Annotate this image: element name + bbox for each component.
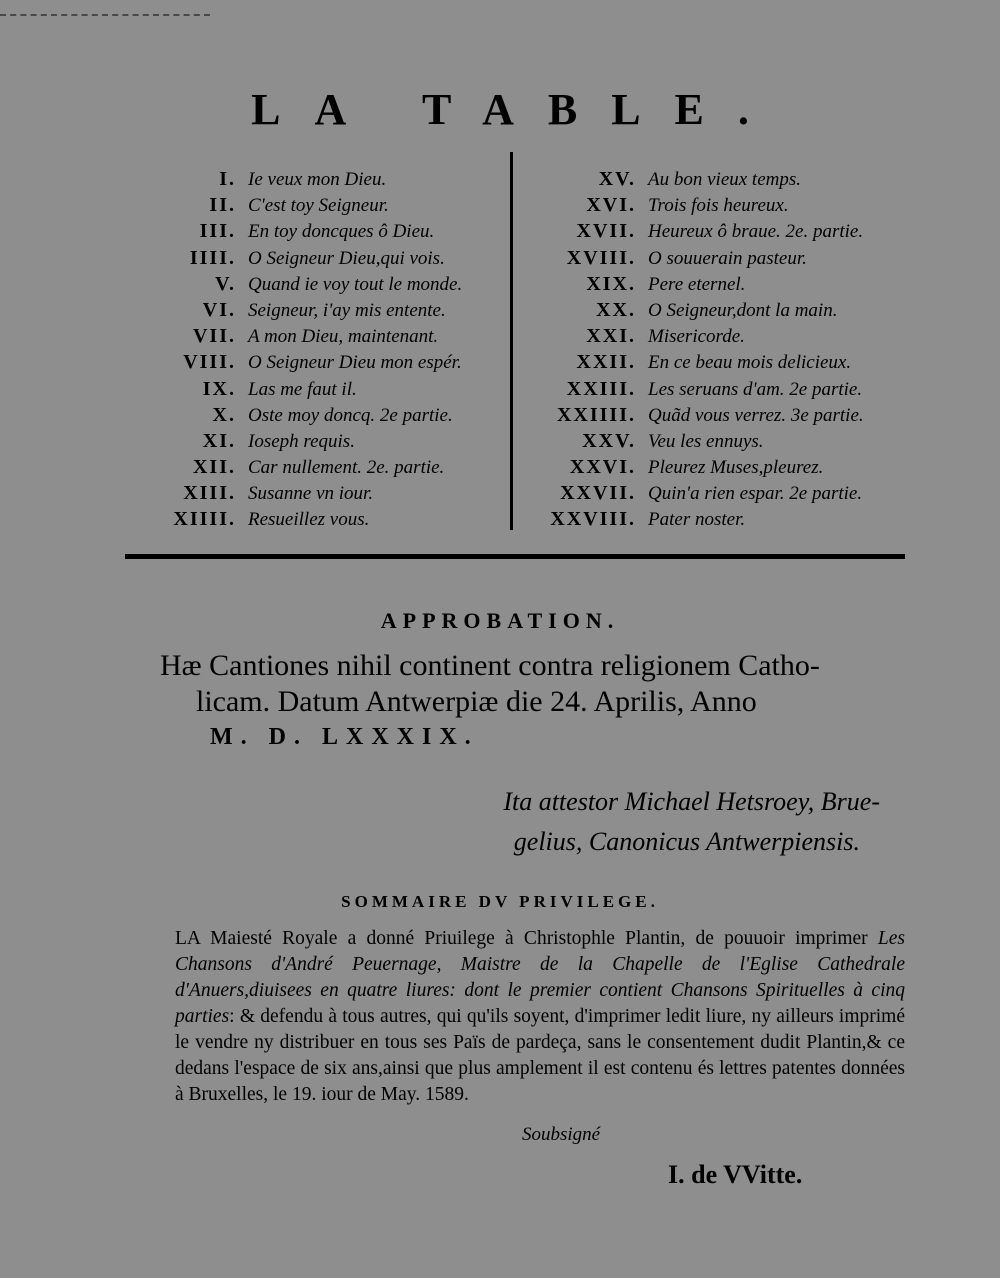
toc-entry	[120, 430, 510, 456]
top-decorative-rule	[0, 14, 210, 16]
toc-entry	[518, 456, 918, 482]
toc-entry-title: O souuerain pasteur.	[648, 247, 807, 269]
page-title: LA TABLE.	[251, 85, 783, 134]
toc-entry-number: XII.	[192, 456, 236, 479]
toc-entry-number: XI.	[202, 429, 236, 452]
toc-entry-number: XXVII.	[560, 482, 636, 505]
toc-entry-title: En ce beau mois delicieux.	[648, 352, 852, 374]
toc-entry-number: XX.	[596, 298, 636, 321]
toc-right-column	[518, 168, 918, 535]
privilege-text-part-2: Les Chansons d'André Peuernage, Maistre de la Chapelle de l'Eglise Cathedrale d'Anuers,diuisees en quatre liures: dont le premier contient Chansons Spirituelles à cinq parties	[175, 928, 905, 1027]
signatory-name: I. de VVitte.	[668, 1160, 803, 1189]
toc-entry	[518, 273, 918, 299]
toc-entry-title: En toy doncques ô Dieu.	[248, 221, 435, 243]
toc-entry-title: Trois fois heureux.	[648, 195, 789, 217]
toc-entry	[518, 430, 918, 456]
attestation	[440, 782, 880, 862]
toc-entry-title: Pleurez Muses,pleurez.	[648, 457, 824, 479]
toc-entry	[518, 508, 918, 534]
toc-entry-title: Quand ie voy tout le monde.	[248, 273, 463, 295]
toc-entry-title: Quãd vous verrez. 3e partie.	[648, 404, 864, 426]
toc-entry-number: V.	[215, 272, 236, 295]
toc-entry-title: Les seruans d'am. 2e partie.	[648, 378, 863, 400]
toc-entry-title: Au bon vieux temps.	[648, 169, 802, 190]
toc-entry	[518, 247, 918, 273]
toc-entry-number: II.	[209, 194, 236, 217]
attestation-line-2: gelius, Canonicus Antwerpiensis.	[513, 827, 860, 856]
toc-entry-number: XXVI.	[569, 456, 636, 479]
toc-entry	[518, 220, 918, 246]
toc-entry	[120, 168, 510, 194]
toc-entry-title: Las me faut il.	[248, 378, 357, 400]
toc-entry	[518, 404, 918, 430]
toc-entry-title: O Seigneur Dieu mon espér.	[248, 352, 462, 374]
toc-entry-title: Oste moy doncq. 2e partie.	[248, 404, 453, 426]
toc-entry	[518, 299, 918, 325]
toc-entry	[120, 404, 510, 430]
toc-entry-title: Ie veux mon Dieu.	[248, 169, 387, 190]
privilege-heading: SOMMAIRE DV PRIVILEGE.	[341, 892, 659, 911]
toc-entry-number: XXI.	[586, 325, 636, 348]
toc-entry-number: XXII.	[576, 351, 636, 374]
toc-entry-title: Resueillez vous.	[248, 509, 370, 531]
column-divider	[510, 152, 513, 530]
approbation-date: M. D. LXXXIX.	[210, 724, 479, 750]
toc-entry	[518, 325, 918, 351]
toc-entry	[518, 351, 918, 377]
approbation-text	[160, 648, 880, 720]
toc-entry-title: Car nullement. 2e. partie.	[248, 457, 445, 479]
toc-entry-number: X.	[212, 403, 236, 426]
toc-entry	[120, 220, 510, 246]
toc-entry-title: Susanne vn iour.	[248, 483, 374, 505]
toc-entry	[120, 247, 510, 273]
attestation-line-1: Ita attestor Michael Hetsroey, Brue-	[503, 787, 880, 816]
toc-entry	[120, 273, 510, 299]
toc-left-column	[120, 168, 510, 535]
toc-entry-title: Pater noster.	[648, 509, 746, 531]
toc-entry-number: III.	[199, 220, 236, 243]
toc-entry-number: XXIII.	[566, 377, 636, 400]
toc-entry-number: IX.	[202, 377, 236, 400]
toc-entry-number: XVI.	[586, 194, 636, 217]
approbation-line-2: licam. Datum Antwerpiæ die 24. Aprilis, Anno	[196, 685, 757, 718]
toc-entry	[518, 194, 918, 220]
toc-entry-title: A mon Dieu, maintenant.	[248, 326, 439, 348]
approbation-line-1: Hæ Cantiones nihil continent contra religionem Catho-	[160, 649, 820, 682]
toc-entry-number: I.	[219, 168, 236, 190]
toc-entry	[120, 456, 510, 482]
toc-entry-number: XXVIII.	[550, 508, 636, 531]
toc-entry-title: Pere eternel.	[648, 273, 746, 295]
privilege-text-part-3: : & defendu à tous autres, qui qu'ils soyent, d'imprimer ledit liure, ny ailleurs imprimé le vendre ny distribuer en tous ses Païs de pardeça, sans le consentement dudit Plantin,& ce dedans l'espace de six ans,ainsi que plus amplement il est contenu és lettres patentes données à Bruxelles, le 19. iour de May. 1589.	[175, 1006, 905, 1105]
toc-entry	[120, 325, 510, 351]
toc-entry	[120, 378, 510, 404]
toc-entry	[518, 482, 918, 508]
toc-entry-number: XVIII.	[566, 246, 636, 269]
toc-entry	[518, 378, 918, 404]
toc-entry-number: XIII.	[183, 482, 236, 505]
toc-entry-number: XIIII.	[173, 508, 236, 531]
toc-entry-title: Heureux ô braue. 2e. partie.	[648, 221, 864, 243]
toc-entry-number: XXV.	[582, 429, 636, 452]
toc-entry-number: IIII.	[189, 246, 236, 269]
toc-entry-number: VI.	[202, 298, 236, 321]
toc-entry-title: Quin'a rien espar. 2e partie.	[648, 483, 863, 505]
toc-entry	[120, 351, 510, 377]
approbation-heading: APPROBATION.	[380, 608, 620, 633]
privilege-text	[175, 926, 905, 1108]
toc-entry-number: XV.	[598, 168, 636, 190]
toc-entry-number: XIX.	[586, 272, 636, 295]
toc-entry-title: Misericorde.	[648, 326, 745, 348]
toc-entry-number: XVII.	[576, 220, 636, 243]
toc-entry-number: VIII.	[183, 351, 236, 374]
toc-entry	[120, 299, 510, 325]
toc-entry	[518, 168, 918, 194]
section-divider	[125, 554, 905, 559]
toc-entry-number: VII.	[192, 325, 236, 348]
toc-entry	[120, 194, 510, 220]
toc-entry-title: O Seigneur,dont la main.	[648, 299, 838, 321]
privilege-text-part-1: LA Maiesté Royale a donné Priuilege à Christophle Plantin, de pouuoir imprimer	[175, 928, 878, 949]
toc-entry	[120, 482, 510, 508]
signed-label: Soubsigné	[522, 1124, 601, 1145]
toc-entry-title: Ioseph requis.	[248, 430, 355, 452]
toc-entry-title: Veu les ennuys.	[648, 430, 764, 452]
toc-entry-number: XXIIII.	[556, 403, 636, 426]
toc-entry-title: C'est toy Seigneur.	[248, 195, 389, 217]
toc-entry	[120, 508, 510, 534]
toc-entry-title: O Seigneur Dieu,qui vois.	[248, 247, 445, 269]
toc-entry-title: Seigneur, i'ay mis entente.	[248, 299, 446, 321]
